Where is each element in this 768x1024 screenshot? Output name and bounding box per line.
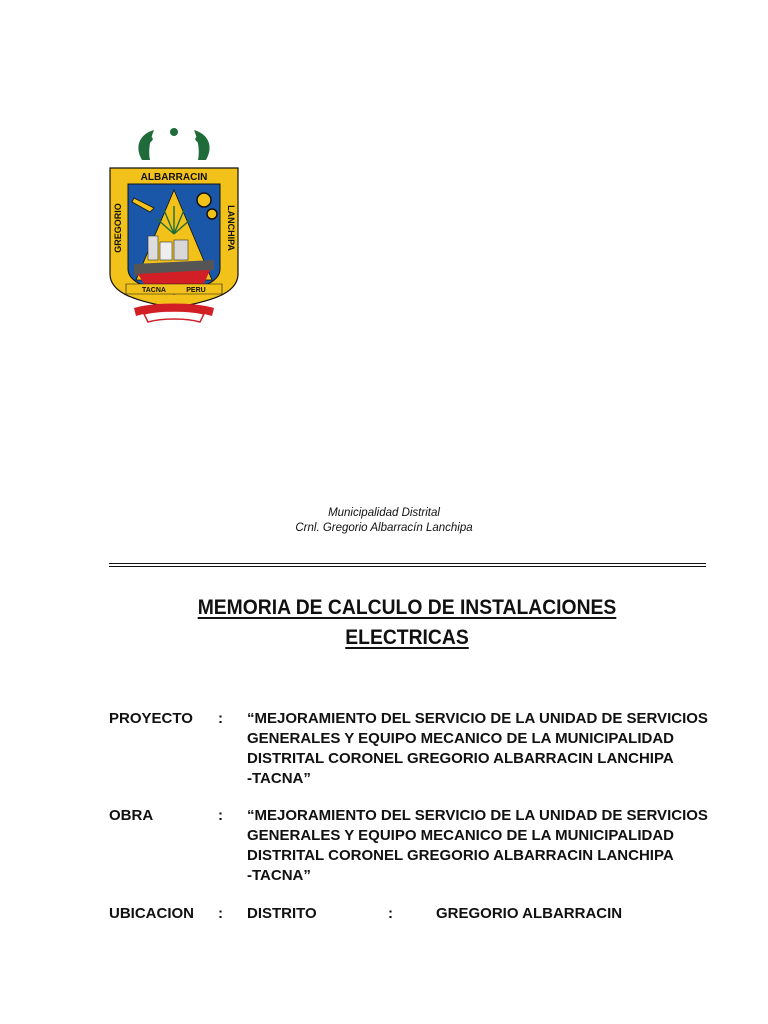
field-proyecto-value <box>247 709 717 789</box>
document-title-line1: MEMORIA DE CALCULO DE INSTALACIONES <box>197 596 617 619</box>
municipality-name-line1: Municipalidad Distrital <box>328 507 440 519</box>
divider-rule-bottom <box>109 566 706 567</box>
field-proyecto-label: PROYECTO <box>109 710 193 727</box>
field-proyecto-colon: : <box>218 710 223 727</box>
field-obra-line: “MEJORAMIENTO DEL SERVICIO DE LA UNIDAD DE SERVICIOS <box>247 807 708 824</box>
field-obra-colon: : <box>218 807 223 824</box>
gear-icon <box>197 193 211 207</box>
field-obra-value <box>247 806 717 886</box>
divider-rule-top <box>109 563 706 564</box>
field-obra-line: GENERALES Y EQUIPO MECANICO DE LA MUNICIPALIDAD <box>247 827 674 844</box>
field-distrito-label: DISTRITO <box>247 905 317 922</box>
field-proyecto-line: -TACNA” <box>247 770 311 787</box>
field-ubicacion-label: UBICACION <box>109 905 194 922</box>
field-distrito-value: GREGORIO ALBARRACIN <box>436 905 623 922</box>
municipality-crest <box>104 124 244 336</box>
field-obra-label: OBRA <box>109 807 154 824</box>
field-ubicacion-colon: : <box>218 905 223 922</box>
field-proyecto-line: DISTRITAL CORONEL GREGORIO ALBARRACIN LANCHIPA <box>247 750 674 767</box>
crest-right-text: LANCHIPA <box>226 205 236 251</box>
crest-bottom-left-text: TACNA <box>142 287 166 294</box>
field-proyecto-line: GENERALES Y EQUIPO MECANICO DE LA MUNICIPALIDAD <box>247 730 674 747</box>
crest-bottom-right-text: PERU <box>186 287 206 294</box>
field-obra-line: DISTRITAL CORONEL GREGORIO ALBARRACIN LANCHIPA <box>247 847 674 864</box>
field-obra-line: -TACNA” <box>247 867 311 884</box>
crest-top-text: ALBARRACIN <box>140 172 208 183</box>
crest-left-text: GREGORIO <box>113 203 123 253</box>
field-proyecto-line: “MEJORAMIENTO DEL SERVICIO DE LA UNIDAD DE SERVICIOS <box>247 710 708 727</box>
field-distrito-colon: : <box>388 905 393 922</box>
laurel-wreath-icon <box>138 128 210 160</box>
document-title-line2: ELECTRICAS <box>345 626 469 649</box>
municipality-name-line2: Crnl. Gregorio Albarracín Lanchipa <box>295 522 473 534</box>
